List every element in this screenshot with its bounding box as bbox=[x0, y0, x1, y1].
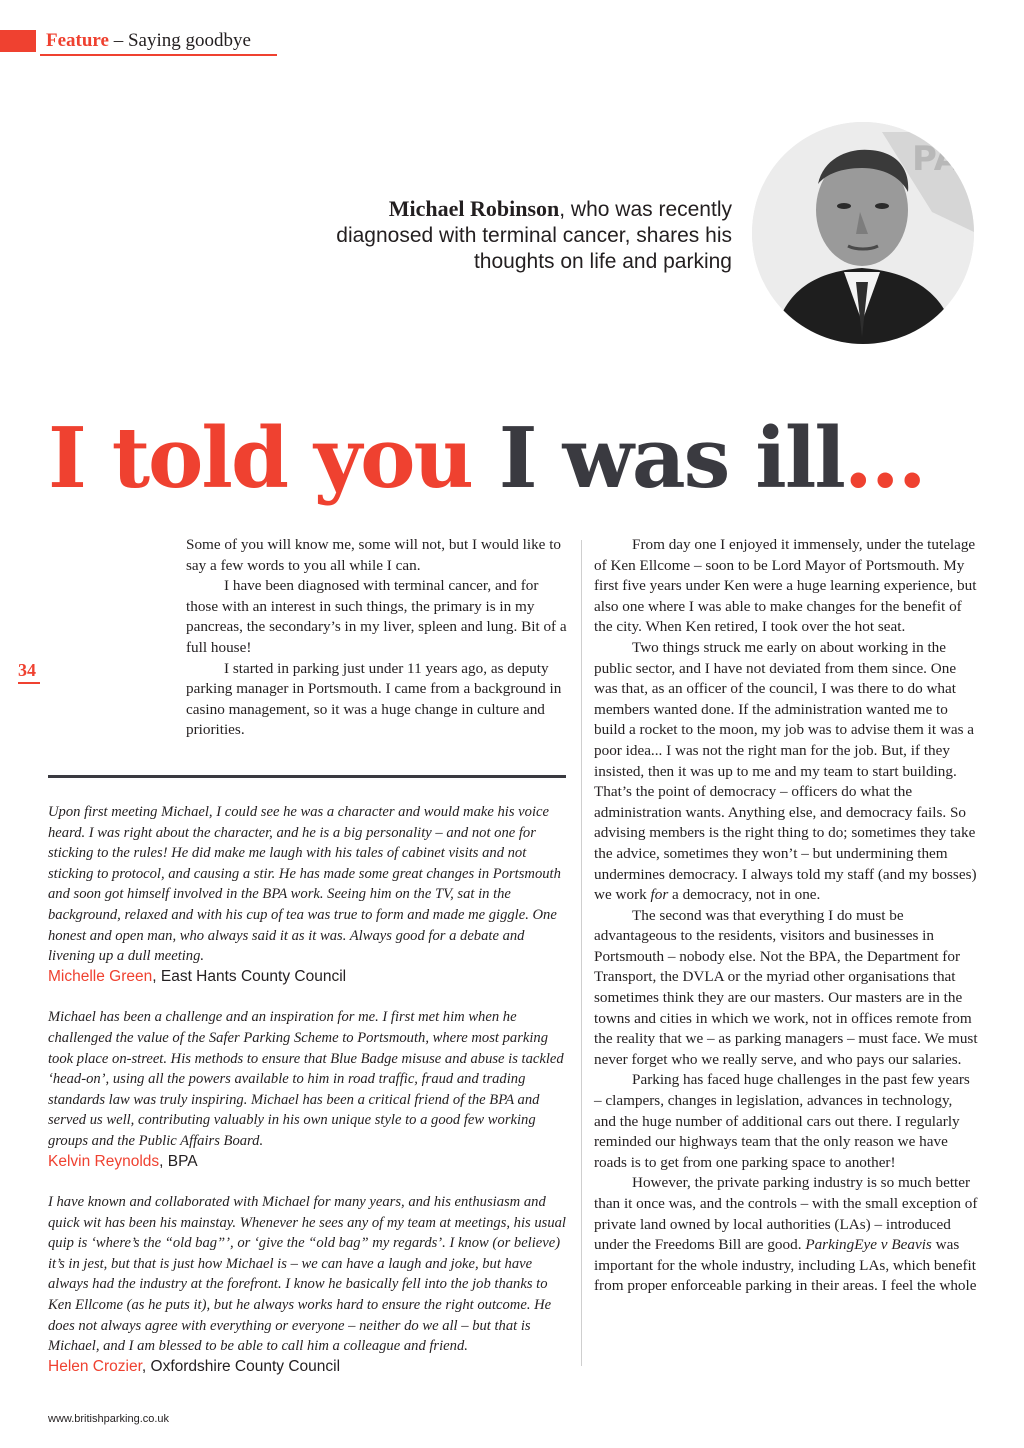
standfirst bbox=[330, 196, 732, 275]
tribute-organisation: , East Hants County Council bbox=[152, 967, 347, 985]
text-run: was important for the whole industry, including LAs, which benefit from proper enforceable parking in their areas. I feel the whole bbox=[594, 1236, 977, 1295]
paragraph bbox=[594, 638, 978, 906]
paragraph: Parking has faced huge challenges in the past few years – clampers, changes in legislation, advances in technology, and the huge number of additional cars out there. I regularly reminded our highways team that the only reason we have roads is to get from one parking space to another! bbox=[594, 1071, 970, 1171]
text-run: a democracy, not in one. bbox=[668, 886, 821, 904]
headline-part-dark: I was ill bbox=[498, 409, 844, 507]
article-column-2 bbox=[594, 535, 978, 1297]
paragraph: The second was that everything I do must be advantageous to the residents, visitors and businesses in Portsmouth – nobody else. Not the BPA, the Department for Transport, the DVLA or the myriad other organisations that sometimes think they are our masters. Our masters are in the towns and cities in which we work, not in offices remote from the reality that we – as parking managers – must face. We must never forget who we really serve, and who pays our salaries. bbox=[594, 906, 978, 1068]
section-separator: – bbox=[108, 30, 128, 51]
tribute-author: Kelvin Reynolds bbox=[48, 1152, 160, 1170]
tribute-author: Michelle Green bbox=[48, 967, 153, 985]
column-divider bbox=[581, 540, 582, 1366]
tribute bbox=[48, 1007, 570, 1172]
paragraph: I started in parking just under 11 years ago, as deputy parking manager in Portsmouth. I came from a background in casino management, so it was a huge change in culture and priorities. bbox=[186, 659, 562, 739]
tribute-organisation: , BPA bbox=[159, 1152, 198, 1170]
tribute-quote: I have known and collaborated with Michael for many years, and his enthusiasm and quick wit has been his mainstay. Whenever he sees any of my team at meetings, his usual quip is ‘where’s the “old bag”’, or ‘give the “old bag” my regards’. I know (or believe) it’s in jest, but that is just how Michael is – we can have a laugh and joke, but have always had the industry at the forefront. I know he basically fell into the job thanks to Ken Ellcome (as he puts it), but he always works hard to ensure the right outcome. He does not always agree with everything or everyone – neither do we all – but that is Michael, and I am blessed to be able to call him a colleague and friend. bbox=[48, 1194, 566, 1355]
paragraph bbox=[594, 1173, 978, 1297]
section-underline bbox=[40, 54, 277, 56]
tribute-attribution bbox=[48, 1152, 570, 1173]
tribute bbox=[48, 802, 570, 987]
tributes-divider bbox=[48, 775, 566, 778]
section-label bbox=[46, 30, 251, 52]
text-run: However, the private parking industry is so much better than it once was, and the controls – with the small exception of private land owned by local authorities (LAs) – introduced under the Freedoms Bill are good. bbox=[594, 1174, 978, 1254]
headline-ellipsis: ... bbox=[843, 409, 925, 507]
paragraph: From day one I enjoyed it immensely, under the tutelage of Ken Ellcome – soon to be Lord Mayor of Portsmouth. My first five years under Ken were a huge learning experience, but also one where I was able to make changes for the benefit of the city. When Ken retired, I took over the hot seat. bbox=[594, 536, 977, 636]
standfirst-name: Michael Robinson bbox=[388, 196, 560, 221]
svg-text:PA: PA bbox=[912, 139, 961, 179]
tribute-attribution bbox=[48, 1357, 570, 1378]
page-number: 34 bbox=[18, 660, 40, 684]
portrait-photo-icon bbox=[752, 122, 974, 344]
tribute-quote: Upon first meeting Michael, I could see he was a character and would make his voice heard. I was right about the character, and he is a big personality – and not one for sticking to the rules! He did make me laugh with his tales of cabinet visits and not sticking to protocol, and causing a stir. He has made some great changes in Portsmouth and soon got himself involved in the BPA work. Seeing him on the TV, sat in the background, relaxed and with his cup of tea was true to form and made me giggle. One honest and open man, who always said it as it was. Always good for a debate and livening up a dull meeting. bbox=[48, 804, 561, 965]
article-column-1 bbox=[186, 535, 568, 741]
author-portrait bbox=[752, 122, 974, 344]
text-run: Two things struck me early on about working in the public sector, and I have not deviated from them since. One was that, as an officer of the council, I was there to do what members wanted done. If the administration wanted me to build a rocket to the moon, my job was to advise them it was a poor idea... I was not the right man for the job. But, if they insisted, then it was up to me and my team to start building. That’s the point of democracy – officers do what the administration wants. Anything else, and democracy fails. So advising members is the right thing to do; sometimes they take the advice, sometimes they won’t – but undermining them undermines democracy. I always told my staff (and my bosses) we work bbox=[594, 638, 977, 904]
section-color-bar bbox=[0, 30, 36, 52]
tribute bbox=[48, 1192, 570, 1377]
emphasis: for bbox=[650, 886, 669, 904]
paragraph: I have been diagnosed with terminal cancer, and for those with an interest in such things, the primary is in my pancreas, the secondary’s in my liver, spleen and lung. Bit of a full house! bbox=[186, 577, 567, 656]
paragraph: Some of you will know me, some will not, but I would like to say a few words to you all while I can. bbox=[186, 536, 562, 574]
section-topic: Saying goodbye bbox=[127, 30, 251, 51]
tribute-author: Helen Crozier bbox=[48, 1357, 142, 1375]
emphasis: ParkingEye v Beavis bbox=[805, 1236, 932, 1254]
tribute-organisation: , Oxfordshire County Council bbox=[141, 1357, 341, 1375]
tribute-attribution bbox=[48, 967, 570, 988]
footer-url: www.britishparking.co.uk bbox=[48, 1413, 170, 1425]
headline-part-red: I told you bbox=[48, 409, 472, 507]
standfirst-text: , who was recently diagnosed with terminal cancer, shares his thoughts on life and parking bbox=[336, 198, 732, 273]
tributes-section bbox=[48, 802, 570, 1397]
headline bbox=[48, 408, 988, 508]
tribute-quote: Michael has been a challenge and an inspiration for me. I first met him when he challenged the value of the Safer Parking Scheme to Portsmouth, where most parking took place on-street. His methods to ensure that Blue Badge misuse and abuse is tackled ‘head-on’, using all the powers available to him in road traffic, fraud and trading standards law was truly inspiring. Michael has been a critical friend of the BPA and served us well, contributing valuably in his own unique style to a good few working groups and the Public Affairs Board. bbox=[48, 1009, 564, 1149]
section-name: Feature bbox=[46, 30, 109, 51]
